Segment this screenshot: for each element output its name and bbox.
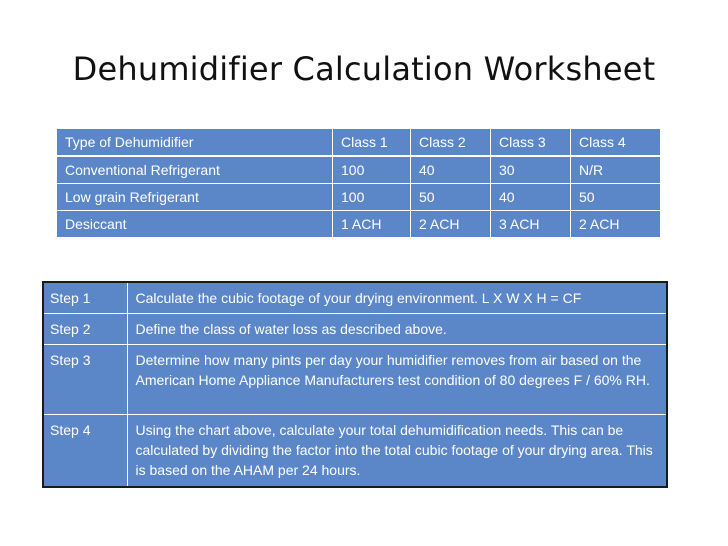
step-text: Calculate the cubic footage of your drying environment. L X W X H = CF [127,282,667,314]
table-row [43,282,667,314]
table-header-row [57,129,661,157]
table-cell: Low grain Refrigerant [57,184,333,211]
dehumidifier-class-table [56,128,661,238]
step-label: Step 4 [43,415,127,488]
page-title: Dehumidifier Calculation Worksheet [72,50,656,88]
table-cell: 40 [491,184,571,211]
table-cell: 1 ACH [333,211,411,238]
step-text: Define the class of water loss as described above. [127,314,667,345]
table-cell: 30 [491,156,571,184]
table-cell: N/R [571,156,661,184]
header-cell: Class 4 [571,129,661,157]
calculation-steps-table [42,281,668,488]
step-label: Step 1 [43,282,127,314]
table-row [43,314,667,345]
table-cell: 100 [333,184,411,211]
step-label: Step 3 [43,345,127,415]
table-cell: Desiccant [57,211,333,238]
step-text: Determine how many pints per day your humidifier removes from air based on the American Home Appliance Manufacturers test condition of 80 degrees F / 60% RH. [127,345,667,415]
step-text: Using the chart above, calculate your total dehumidification needs. This can be calculated by dividing the factor into the total cubic footage of your drying area. This is based on the AHAM per 24 hours. [127,415,667,488]
table-row [57,184,661,211]
table-row [57,156,661,184]
table-cell: 2 ACH [411,211,491,238]
table-cell: Conventional Refrigerant [57,156,333,184]
table-cell: 3 ACH [491,211,571,238]
table-row [57,211,661,238]
step-label: Step 2 [43,314,127,345]
table-cell: 100 [333,156,411,184]
table-cell: 40 [411,156,491,184]
table-cell: 50 [571,184,661,211]
header-cell: Class 2 [411,129,491,157]
header-cell: Type of Dehumidifier [57,129,333,157]
table-row [43,415,667,488]
table-cell: 2 ACH [571,211,661,238]
header-cell: Class 1 [333,129,411,157]
header-cell: Class 3 [491,129,571,157]
table-cell: 50 [411,184,491,211]
table-row [43,345,667,415]
